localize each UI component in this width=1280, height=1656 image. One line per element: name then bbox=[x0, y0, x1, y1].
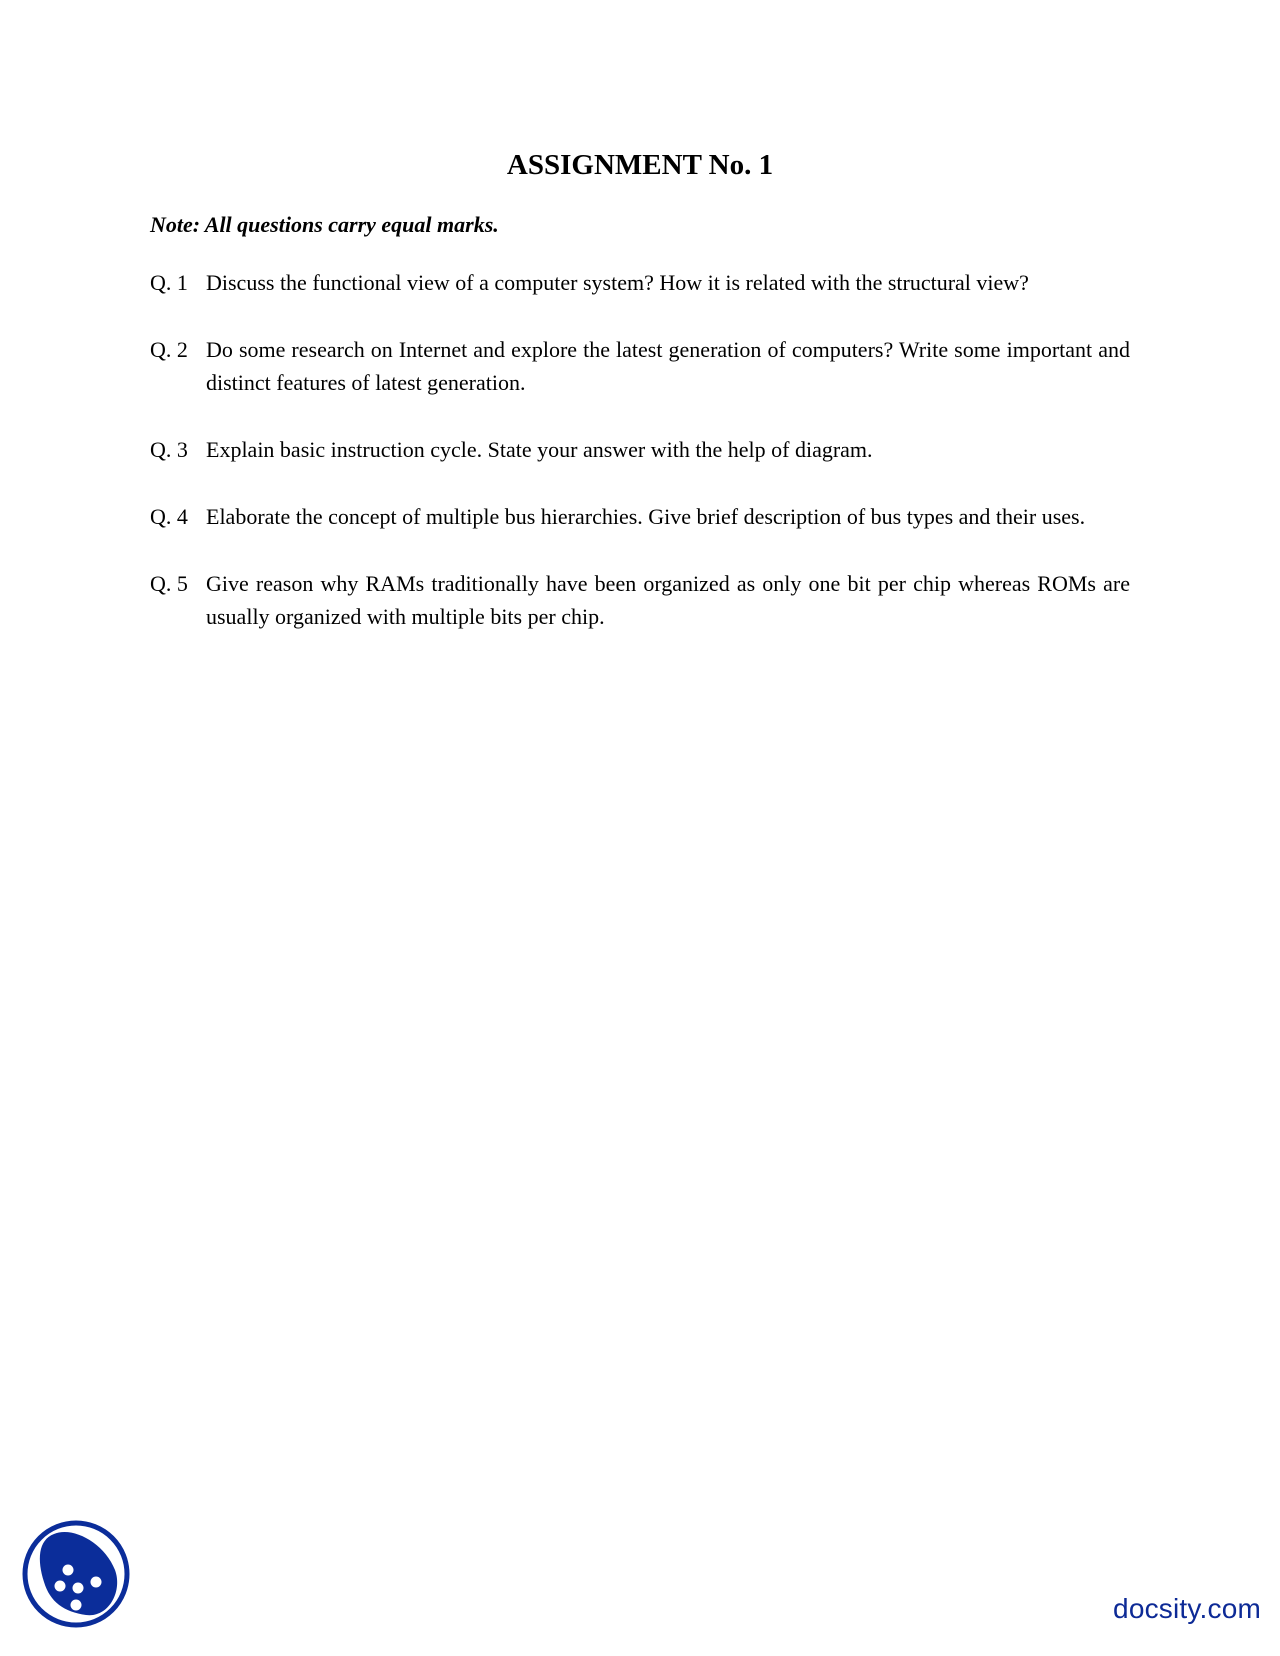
assignment-note: Note: All questions carry equal marks. bbox=[150, 212, 499, 237]
assignment-title: ASSIGNMENT No. 1 bbox=[506, 149, 774, 181]
question-text: Give reason why RAMs traditionally have been organized as only one bit per chip whereas ROMs are usually organized with multiple bits per chip. bbox=[206, 571, 1130, 629]
question-text: Discuss the functional view of a computer system? How it is related with the structural view? bbox=[206, 270, 1029, 295]
docsity-logo-icon-svg bbox=[20, 1518, 132, 1630]
question-number: Q. 3 bbox=[150, 437, 188, 462]
question-number: Q. 1 bbox=[150, 270, 188, 295]
question-item bbox=[150, 333, 1130, 399]
question-number: Q. 2 bbox=[150, 337, 188, 362]
question-item bbox=[150, 567, 1130, 633]
question-number: Q. 5 bbox=[150, 571, 188, 596]
question-item bbox=[150, 500, 1130, 533]
question-number: Q. 4 bbox=[150, 504, 188, 529]
docsity-brand-text[interactable]: docsity.com bbox=[1113, 1593, 1261, 1624]
question-list bbox=[150, 266, 1130, 667]
question-text: Explain basic instruction cycle. State your answer with the help of diagram. bbox=[206, 437, 873, 462]
question-text: Elaborate the concept of multiple bus hierarchies. Give brief description of bus types and their uses. bbox=[206, 504, 1086, 529]
question-item bbox=[150, 433, 1130, 466]
question-text: Do some research on Internet and explore the latest generation of computers? Write some important and distinct features of latest generation. bbox=[206, 337, 1130, 395]
docsity-logo-icon bbox=[20, 1518, 132, 1630]
question-item bbox=[150, 266, 1130, 299]
